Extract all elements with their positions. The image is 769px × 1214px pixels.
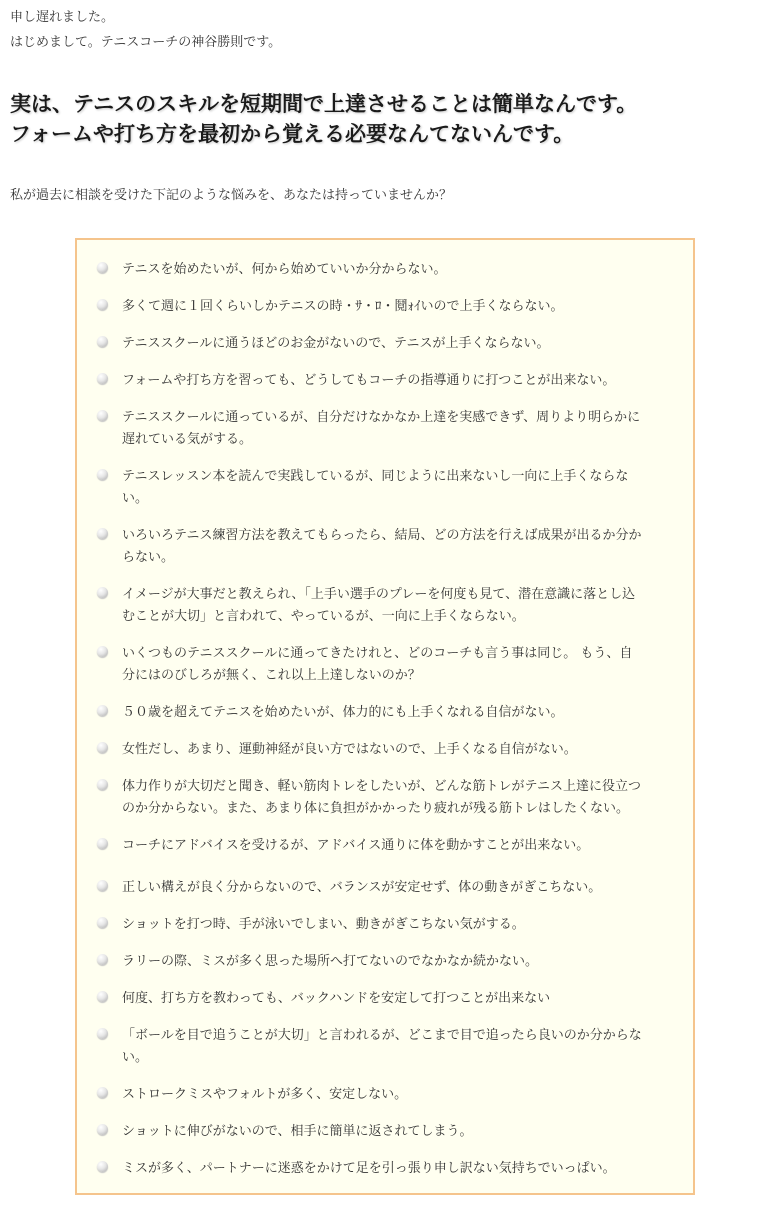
list-item-text: イメージが大事だと教えられ、「上手い選手のプレーを何度も見て、潜在意識に落とし込 むことが大切」と言われて、やっているが、一向に上手くならない。	[122, 587, 636, 624]
list-item-text: 体力作りが大切だと聞き、軽い筋肉トレをしたいが、どんな筋トレがテニス上達に役立つ のか分からない。また、あまり体に負担がかかったり疲れが残る筋トレはしたくない。	[122, 779, 641, 816]
headline-line-2: フォームや打ち方を最初から覚える必要なんてないんです。	[10, 121, 575, 146]
bullet-icon	[97, 1087, 108, 1098]
bullet-icon	[97, 991, 108, 1002]
bullet-icon	[97, 917, 108, 928]
bullet-icon	[97, 646, 108, 657]
list-item-text: いろいろテニス練習方法を教えてもらったら、結局、どの方法を行えば成果が出るか分か らない。	[122, 528, 642, 565]
bullet-icon	[97, 1124, 108, 1135]
list-item-text: 「ボールを目で追うことが大切」と言われるが、どこまで目で追ったら良いのか分からな い。	[122, 1028, 642, 1065]
bullet-icon	[97, 469, 108, 480]
list-item-text: テニスレッスン本を読んで実践しているが、同じように出来ないし一向に上手くならな い。	[122, 469, 629, 506]
list-item-text: ５０歳を超えてテニスを始めたいが、体力的にも上手くなれる自信がない。	[122, 705, 564, 720]
list-item-text: 女性だし、あまり、運動神経が良い方ではないので、上手くなる自信がない。	[122, 742, 577, 757]
list-item-text: 何度、打ち方を教わっても、バックハンドを安定して打つことが出来ない	[122, 991, 551, 1006]
bullet-icon	[97, 705, 108, 716]
list-item-text: 多くて週に１回くらいしかテニスの時・ｻ・ﾛ・鬩ｫｲいので上手くならない。	[122, 299, 564, 314]
bullet-icon	[97, 336, 108, 347]
bullet-icon	[97, 262, 108, 273]
headline-line-1: 実は、テニスのスキルを短期間で上達させることは簡単なんです。	[10, 91, 638, 116]
list-item-text: フォームや打ち方を習っても、どうしてもコーチの指導通りに打つことが出来ない。	[122, 373, 616, 388]
intro-greeting: はじめまして。テニスコーチの神谷勝則です。	[10, 35, 282, 50]
list-item-text: ショットを打つ時、手が泳いでしまい、動きがぎこちない気がする。	[122, 917, 525, 932]
bullet-icon	[97, 779, 108, 790]
bullet-icon	[97, 373, 108, 384]
bullet-icon	[97, 410, 108, 421]
bullet-icon	[97, 528, 108, 539]
bullet-icon	[97, 1161, 108, 1172]
bullet-icon	[97, 880, 108, 891]
list-item-text: テニススクールに通うほどのお金がないので、テニスが上手くならない。	[122, 336, 550, 351]
list-item-text: ストロークミスやフォルトが多く、安定しない。	[122, 1087, 408, 1102]
list-item-text: いくつものテニススクールに通ってきたけれと、どのコーチも言う事は同じ。 もう、自 分にはのびしろが無く、これ以上上達しないのか？	[122, 646, 633, 683]
list-item-text: ラリーの際、ミスが多く思った場所へ打てないのでなかなか続かない。	[122, 954, 539, 969]
list-item-text: ミスが多く、パートナーに迷惑をかけて足を引っ張り申し訳ない気持ちでいっぱい。	[122, 1161, 616, 1176]
bullet-icon	[97, 299, 108, 310]
worries-box	[75, 238, 695, 1195]
list-item-text: コーチにアドバイスを受けるが、アドバイス通りに体を動かすことが出来ない。	[122, 838, 590, 853]
bullet-icon	[97, 838, 108, 849]
list-item-text: テニスを始めたいが、何から始めていいか分からない。	[122, 262, 447, 277]
list-item-text: 正しい構えが良く分からないので、バランスが安定せず、体の動きがぎこちない。	[122, 880, 602, 895]
question-text: 私が過去に相談を受けた下記のような悩みを、あなたは持っていませんか？	[10, 188, 453, 203]
bullet-icon	[97, 742, 108, 753]
list-item-text: テニススクールに通っているが、自分だけなかなか上達を実感できず、周りより明らかに 遅れている気がする。	[122, 410, 641, 447]
bullet-icon	[97, 587, 108, 598]
list-item-text: ショットに伸びがないので、相手に簡単に返されてしまう。	[122, 1124, 473, 1139]
headline	[10, 89, 637, 149]
intro-apology: 申し遅れました。	[10, 10, 115, 25]
bullet-icon	[97, 954, 108, 965]
bullet-icon	[97, 1028, 108, 1039]
